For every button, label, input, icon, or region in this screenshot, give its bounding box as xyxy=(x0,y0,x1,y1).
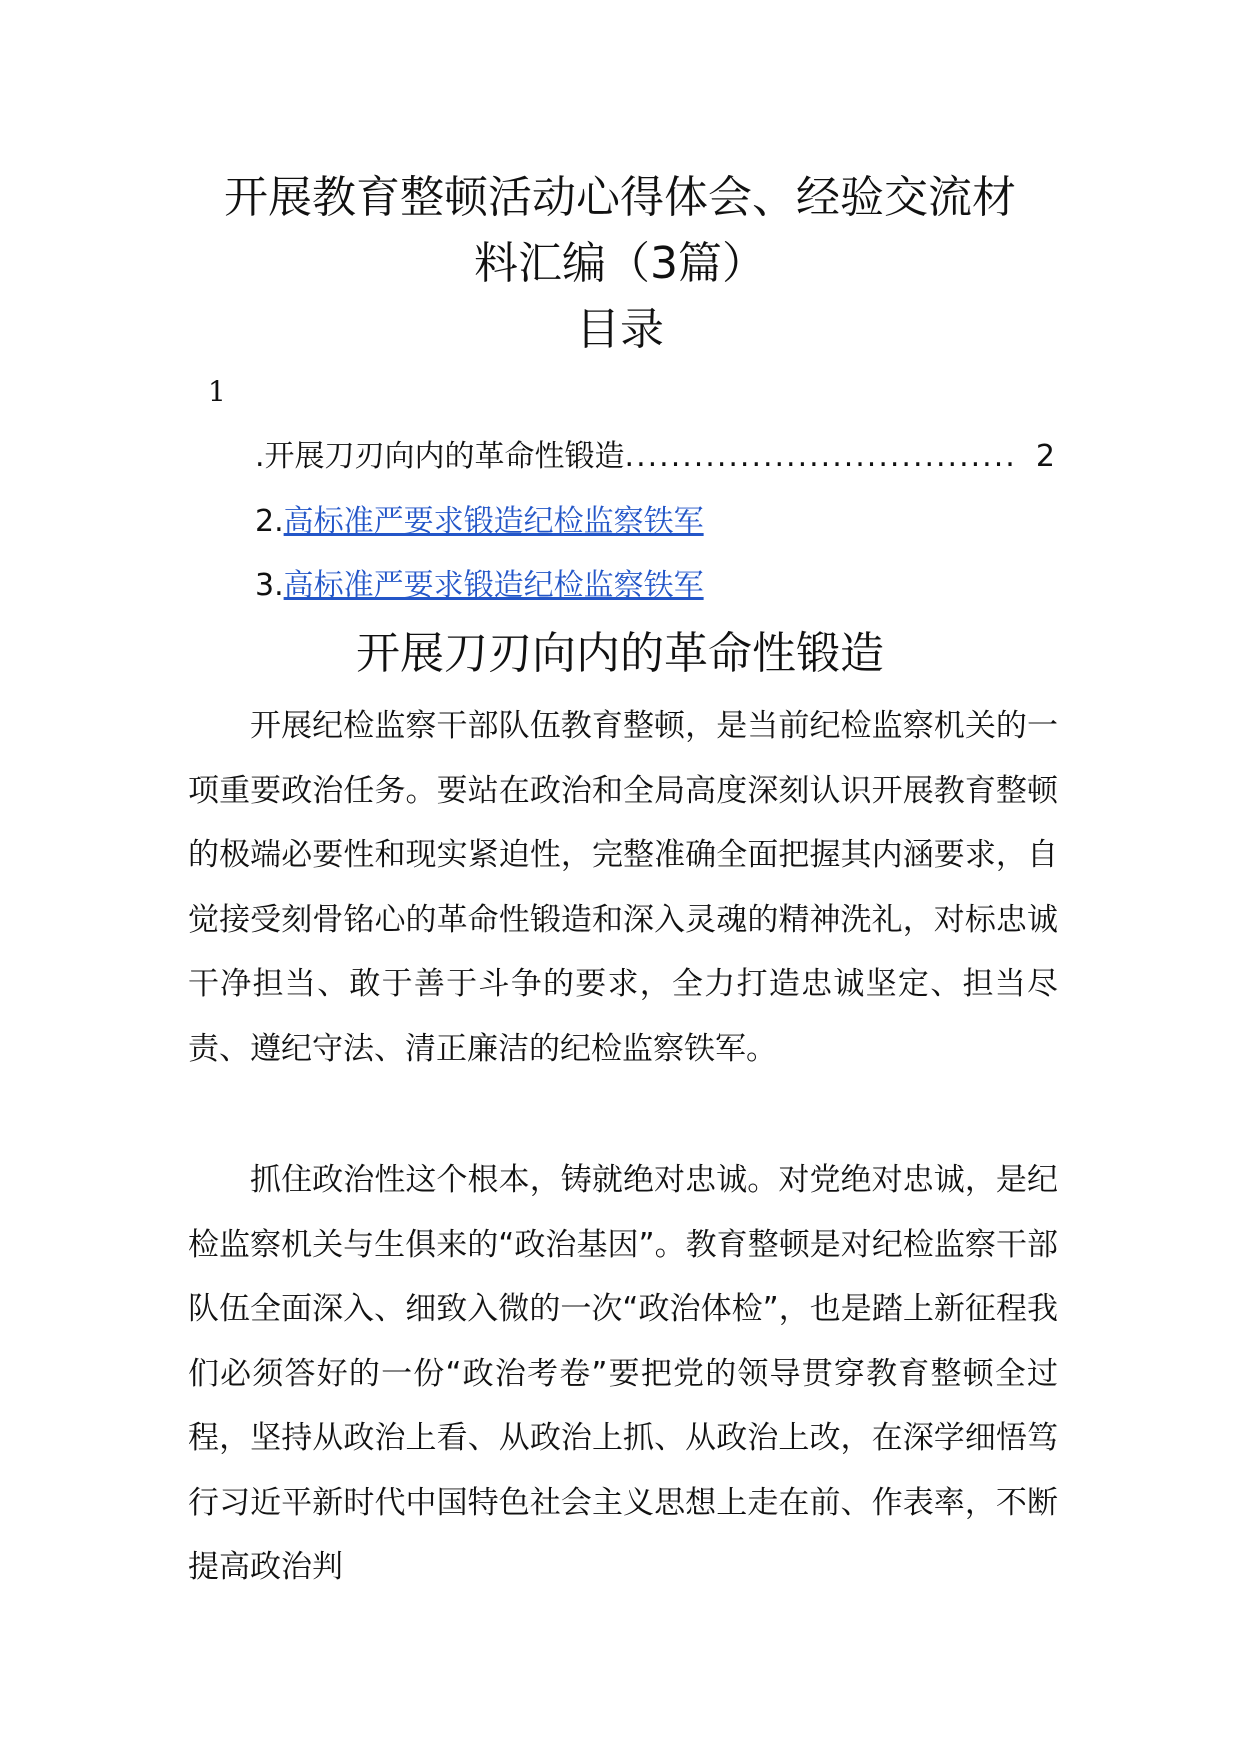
toc-item-3 xyxy=(255,564,704,608)
toc-stray-number: 1 xyxy=(208,375,226,408)
toc-heading: 目录 xyxy=(576,304,664,355)
section-title: 开展刀刃向内的革命性锻造 xyxy=(356,628,884,679)
toc-item-1-page-number: 2 xyxy=(1035,439,1055,474)
document-title-line-2: 料汇编（3篇） xyxy=(474,238,766,289)
toc-item-1-label: .开展刀刃向内的革命性锻造 xyxy=(255,439,625,474)
toc-item-1-leader-dots: .................................. xyxy=(624,439,1017,474)
toc-item-3-prefix: 3. xyxy=(255,568,284,603)
toc-item-2 xyxy=(255,500,704,544)
body-paragraph-1: 开展纪检监察干部队伍教育整顿，是当前纪检监察机关的一项重要政治任务。要站在政治和全局高度深刻认识开展教育整顿的极端必要性和现实紧迫性，完整准确全面把握其内涵要求，自觉接受刻骨铭心的革命性锻造和深入灵魂的精神洗礼，对标忠诚干净担当、敢于善于斗争的要求，全力打造忠诚坚定、担当尽责、遵纪守法、清正廉洁的纪检监察铁军。 xyxy=(188,708,1058,1067)
toc-item-2-prefix: 2. xyxy=(255,504,284,539)
body-paragraph-2: 抓住政治性这个根本，铸就绝对忠诚。对党绝对忠诚，是纪检监察机关与生俱来的“政治基因”。教育整顿是对纪检监察干部队伍全面深入、细致入微的一次“政治体检”，也是踏上新征程我们必须答好的一份“政治考卷”要把党的领导贯穿教育整顿全过程，坚持从政治上看、从政治上抓、从政治上改，在深学细悟笃行习近平新时代中国特色社会主义思想上走在前、作表率，不断提高政治判 xyxy=(188,1162,1058,1585)
toc-item-1[interactable] xyxy=(255,435,1055,479)
toc-item-2-link[interactable]: 高标准严要求锻造纪检监察铁军 xyxy=(283,504,704,539)
document-title-line-1: 开展教育整顿活动心得体会、经验交流材 xyxy=(224,172,1016,223)
toc-item-3-link[interactable]: 高标准严要求锻造纪检监察铁军 xyxy=(283,568,704,603)
